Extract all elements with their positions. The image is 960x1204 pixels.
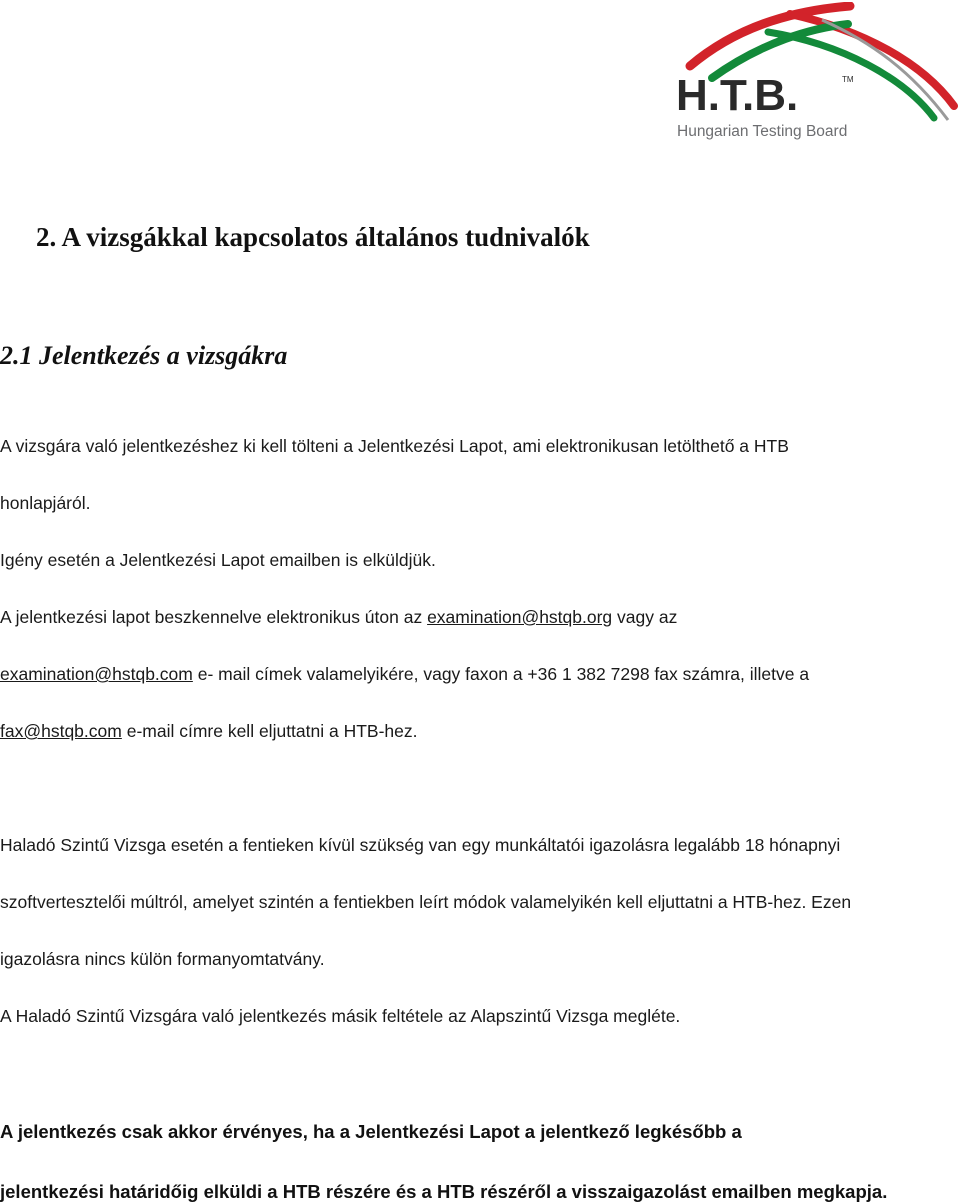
logo-trademark: TM xyxy=(842,75,854,84)
email-link-fax[interactable]: fax@hstqb.com xyxy=(0,721,122,741)
p3-line2-post: e- mail címek valamelyikére, vagy faxon a +36 1 382 7298 fax számra, illetve a xyxy=(192,664,810,684)
logo-red-swoosh xyxy=(690,6,850,66)
p3-line1-post: vagy az xyxy=(612,607,678,627)
p3-line2 xyxy=(0,662,809,686)
htb-logo xyxy=(672,2,958,142)
p1-line2: honlapjáról. xyxy=(0,493,91,513)
p6-line1: A jelentkezés csak akkor érvényes, ha a Jelentkezési Lapot a jelentkező legkésőbb a xyxy=(0,1121,742,1142)
p6-line2: jelentkezési határidőig elküldi a HTB részére és a HTB részéről a visszaigazolást emailben megkapja. xyxy=(0,1181,888,1202)
p4-line2: szoftvertesztelői múltról, amelyet szintén a fentiekben leírt módok valamelyikén kell eljuttatni a HTB-hez. Ezen xyxy=(0,892,852,912)
p3-line1 xyxy=(0,605,677,629)
logo-org-name: Hungarian Testing Board xyxy=(677,123,848,140)
p1-line1: A vizsgára való jelentkezéshez ki kell tölteni a Jelentkezési Lapot, ami elektronikusan letölthető a HTB xyxy=(0,436,789,456)
logo-initials: H.T.B. xyxy=(676,71,799,120)
p4-line1: Haladó Szintű Vizsga esetén a fentieken kívül szükség van egy munkáltatói igazolásra legalább 18 hónapnyi xyxy=(0,835,841,855)
htb-logo-graphic xyxy=(672,2,958,142)
p3-line3-post: e-mail címre kell eljuttatni a HTB-hez. xyxy=(121,721,418,741)
p3-line3 xyxy=(0,719,418,743)
email-link-com[interactable]: examination@hstqb.com xyxy=(0,664,193,684)
p2-line1: Igény esetén a Jelentkezési Lapot emailben is elküldjük. xyxy=(0,550,436,570)
section-title: 2.1 Jelentkezés a vizsgákra xyxy=(0,341,288,370)
logo-gray-swoosh xyxy=(822,20,948,120)
page-title: 2. A vizsgákkal kapcsolatos általános tudnivalók xyxy=(36,222,590,252)
p4-line3: igazolásra nincs külön formanyomtatvány. xyxy=(0,949,325,969)
p5-line1: A Haladó Szintű Vizsgára való jelentkezés másik feltétele az Alapszintű Vizsga megléte. xyxy=(0,1006,681,1026)
p3-line1-pre: A jelentkezési lapot beszkennelve elektronikus úton az xyxy=(0,607,428,627)
email-link-org[interactable]: examination@hstqb.org xyxy=(427,607,613,627)
